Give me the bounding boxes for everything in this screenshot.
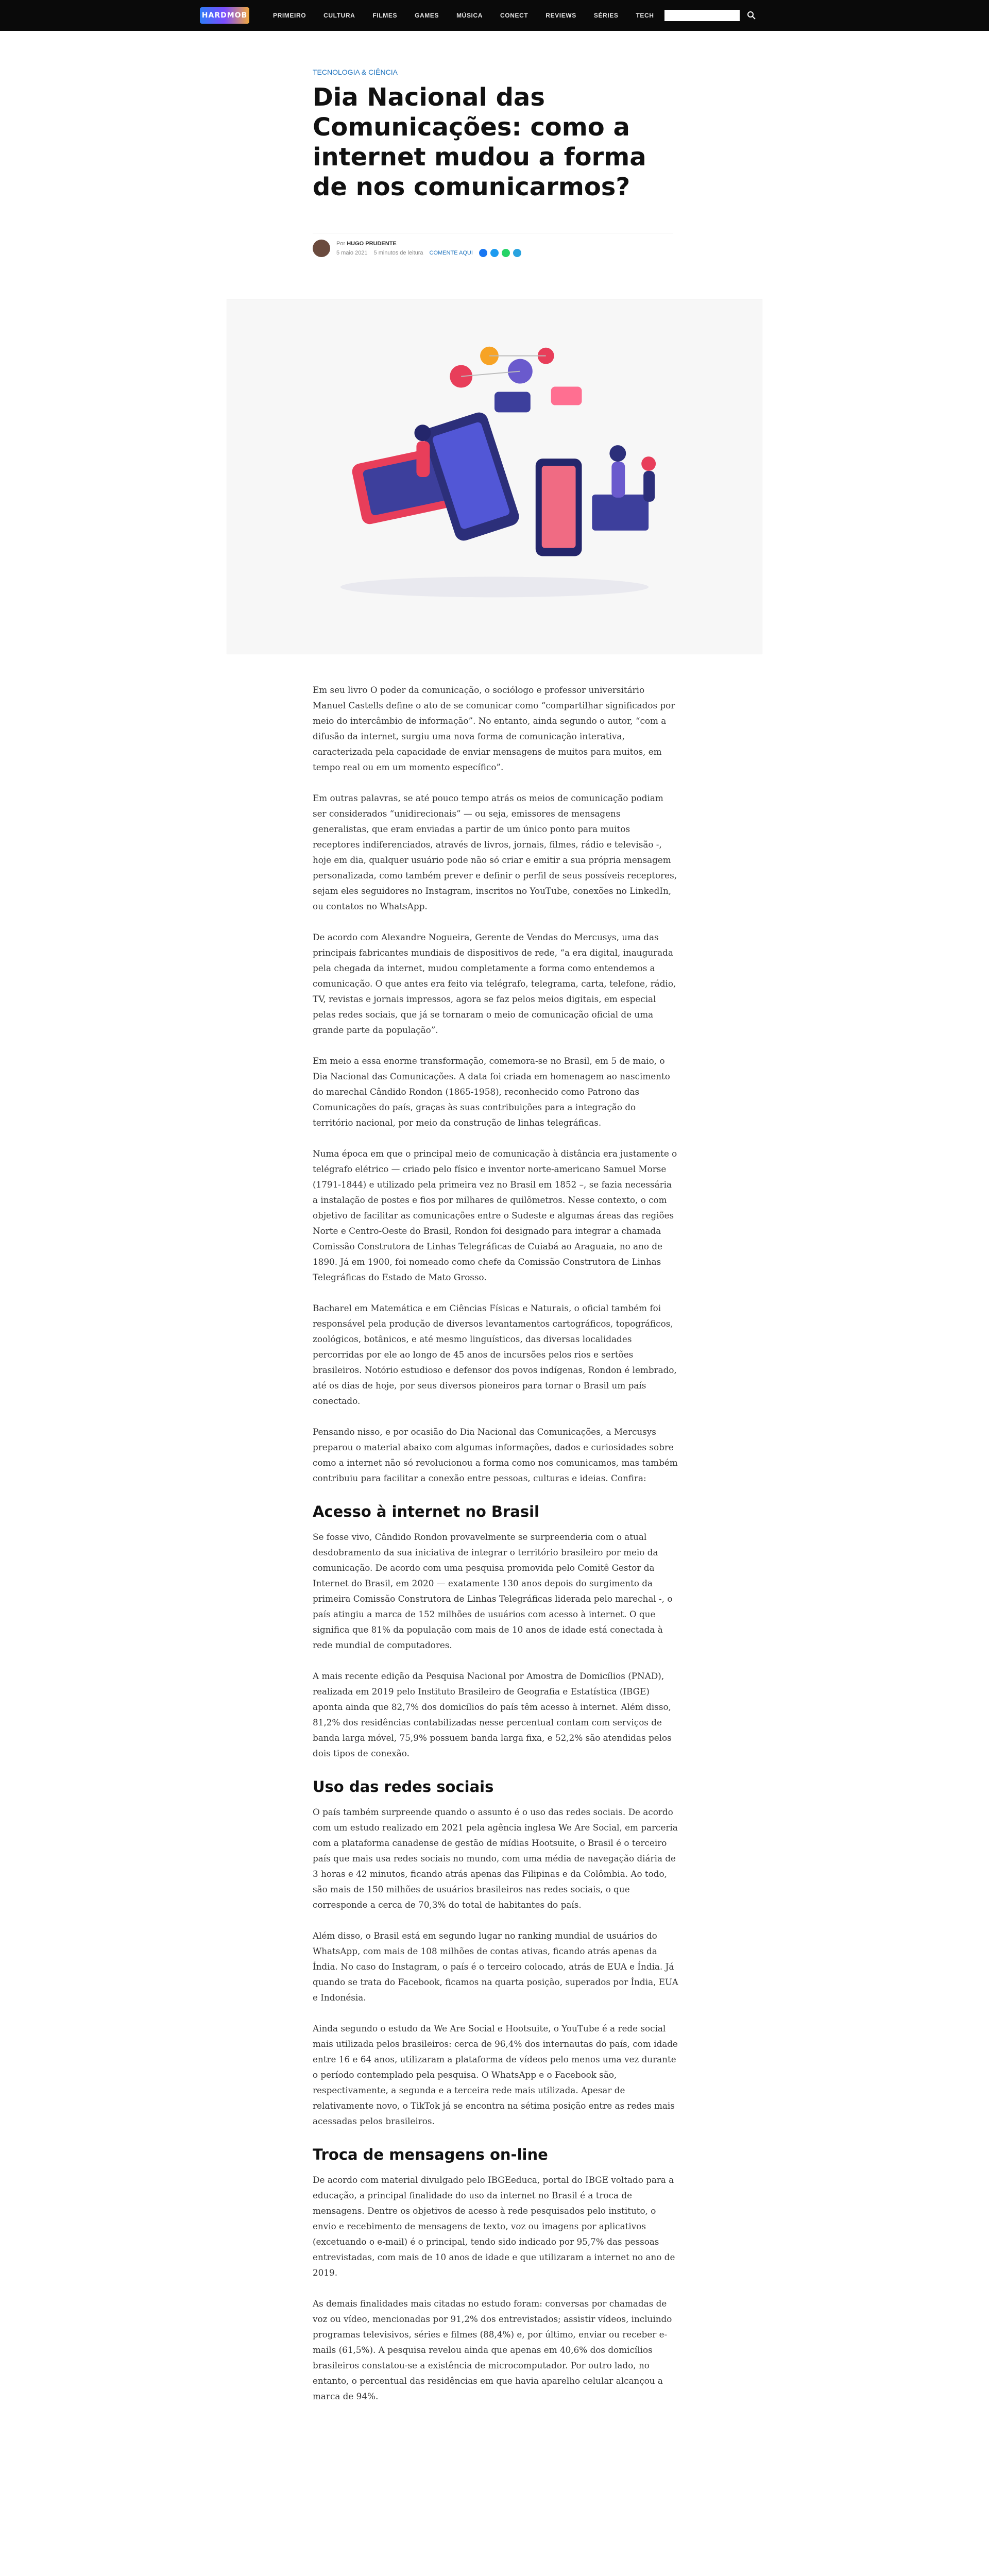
paragraph: Além disso, o Brasil está em segundo lugar no ranking mundial de usuários do WhatsApp, com mais de 108 milhões de contas ativas, ficando atrás apenas da Índia. No caso do Instagram, o país é o terceiro colocado, atrás de EUA e Índia. Já quando se trata do Facebook, ficamos na quarta posição, superados por Índia, EUA e Indonésia. xyxy=(313,1930,678,2003)
communication-illustration-icon xyxy=(227,299,762,654)
twitter-icon[interactable] xyxy=(490,249,499,257)
paragraph: Pensando nisso, e por ocasião do Dia Nacional das Comunicações, a Mercusys preparou o material abaixo com algumas informações, dados e curiosidades sobre como a internet não só revolucionou a forma como nos comunicamos, mas também contribuiu para facilitar a conexão entre pessoas, culturas e ideias. Confira: xyxy=(313,1427,678,1483)
paragraph: Em meio a essa enorme transformação, comemora-se no Brasil, em 5 de maio, o Dia Nacional das Comunicações. A data foi criada em homenagem ao nascimento do marechal Cândido Rondon (1865-1958), reconhecido como Patrono das Comunicações do país, graças às suas contribuições para a integração do território nacional, por meio da construção de linhas telegráficas. xyxy=(313,1056,670,1128)
main-menu xyxy=(273,0,697,31)
paragraph: Ainda segundo o estudo da We Are Social e Hootsuite, o YouTube é a rede social mais utilizada pelos brasileiros: cerca de 96,4% dos internautas do país, com idade entre 16 e 64 anos, utilizaram a plataforma de vídeos pelo menos uma vez durante o período contemplado pela pesquisa. O WhatsApp e o Facebook são, respectivamente, a segunda e a terceira rede mais utilizada. Apesar de relativamente novo, o TikTok já se encontra na sétima posição entre as redes mais acessadas pelos brasileiros. xyxy=(313,2023,678,2126)
paragraph: A mais recente edição da Pesquisa Nacional por Amostra de Domicílios (PNAD), realizada em 2019 pelo Instituto Brasileiro de Geografia e Estatística (IBGE) aponta ainda que 82,7% dos domicílios do país têm acesso à internet. Além disso, 81,2% dos residências contabilizadas nesse percentual contam com serviços de banda larga móvel, 75,9% possuem banda larga fixa, e 52,2% são atendidas pelos dois tipos de conexão. xyxy=(313,1671,672,1758)
nav-item-games[interactable]: GAMES xyxy=(415,12,439,19)
comment-link[interactable]: COMENTE AQUI xyxy=(429,250,473,256)
paragraph: Em seu livro O poder da comunicação, o sociólogo e professor universitário Manuel Castells define o ato de se comunicar como “compartilhar significados por meio do intercâmbio de informação”. No entanto, ainda segundo o autor, “com a difusão da internet, surgiu uma nova forma de comunicação interativa, caracterizada pela capacidade de enviar mensagens de muitos para muitos, em tempo real ou em um momento específico”. xyxy=(313,685,675,772)
top-navigation xyxy=(0,0,989,31)
hero-image xyxy=(227,299,762,654)
nav-item-series[interactable]: SÉRIES xyxy=(593,12,619,19)
nav-item-filmes[interactable]: FILMES xyxy=(372,12,398,19)
nav-item-primeiro[interactable]: PRIMEIRO xyxy=(273,12,306,19)
author-name[interactable]: HUGO PRUDENTE xyxy=(347,241,397,247)
facebook-icon[interactable] xyxy=(479,249,487,257)
paragraph: As demais finalidades mais citadas no estudo foram: conversas por chamadas de voz ou vídeo, mencionadas por 91,2% dos entrevistados; assistir vídeos, incluindo programas televisivos, séries e filmes (88,4%) e, por último, enviar ou receber e-mails (61,5%). A pesquisa revelou ainda que apenas em 40,6% dos domicílios brasileiros constatou-se a existência de microcomputador. Por outro lado, no entanto, o percentual das residências em que havia aparelho celular alcançou a marca de 94%. xyxy=(313,2298,672,2401)
author-avatar[interactable] xyxy=(313,240,330,257)
section-heading: Troca de mensagens on-line xyxy=(313,2146,548,2163)
whatsapp-icon[interactable] xyxy=(502,249,510,257)
section-heading: Acesso à internet no Brasil xyxy=(313,1503,539,1520)
paragraph: Numa época em que o principal meio de comunicação à distância era justamente o telégrafo elétrico — criado pelo físico e inventor norte-americano Samuel Morse (1791-1844) e utilizado pela primeira vez no Brasil em 1852 –, se fazia necessária a instalação de postes e fios por milhares de quilômetros. Nesse contexto, o com objetivo de facilitar as comunicações entre o Sudeste e algumas áreas das regiões Norte e Centro-Oeste do Brasil, Rondon foi designado para integrar a chamada Comissão Construtora de Linhas Telegráficas de Cuiabá ao Araguaia, no ano de 1890. Já em 1900, foi nomeado como chefe da Comissão Construtora de Linhas Telegráficas do Estado de Mato Grosso. xyxy=(313,1148,677,1282)
nav-item-reviews[interactable]: REVIEWS xyxy=(545,12,576,19)
byline xyxy=(313,233,673,261)
paragraph: De acordo com material divulgado pelo IBGEeduca, portal do IBGE voltado para a educação, a principal finalidade do uso da internet no Brasil é a troca de mensagens. Dentre os objetivos de acesso à rede pesquisados pelo instituto, o envio e recebimento de mensagens de texto, voz ou imagens por aplicativos (excetuando o e-mail) é o principal, tendo sido indicado por 95,7% das pessoas entrevistadas, com mais de 10 anos de idade e que utilizaram a internet no ano de 2019. xyxy=(313,2175,675,2278)
publish-date: 5 maio 2021 xyxy=(336,250,368,256)
paragraph: Em outras palavras, se até pouco tempo atrás os meios de comunicação podiam ser considerados “unidirecionais” — ou seja, emissores de mensagens generalistas, que eram enviadas a partir de um único ponto para muitos receptores indiferenciados, através de livros, jornais, filmes, rádio e televisão -, hoje em dia, qualquer usuário pode não só criar e emitir a sua própria mensagem personalizada, como também prever e definir o perfil de seus possíveis receptores, sejam eles seguidores no Instagram, inscritos no YouTube, conexões no LinkedIn, ou contatos no WhatsApp. xyxy=(313,793,677,911)
nav-item-tech[interactable]: TECH xyxy=(636,12,654,19)
nav-item-cultura[interactable]: CULTURA xyxy=(323,12,355,19)
read-time: 5 minutos de leitura xyxy=(373,250,423,256)
site-logo[interactable] xyxy=(200,7,249,24)
by-prefix: Por xyxy=(336,241,346,247)
telegram-icon[interactable] xyxy=(513,249,521,257)
nav-item-conect[interactable]: CONECT xyxy=(500,12,528,19)
paragraph: De acordo com Alexandre Nogueira, Gerente de Vendas do Mercusys, uma das principais fabricantes mundiais de dispositivos de rede, “a era digital, inaugurada pela chegada da internet, mudou completamente a forma como entendemos a comunicação. O que antes era feito via telégrafo, telegrama, carta, telefone, rádio, TV, revistas e jornais impressos, agora se faz pelos meios digitais, em especial pelas redes sociais, que já se tornaram o meio de comunicação oficial de uma grande parte da população”. xyxy=(313,932,676,1035)
search-input[interactable] xyxy=(664,10,740,21)
article-category[interactable]: TECNOLOGIA & CIÊNCIA xyxy=(313,68,398,76)
paragraph: Se fosse vivo, Cândido Rondon provavelmente se surpreenderia com o atual desdobramento da sua iniciativa de integrar o território brasileiro por meio da comunicação. De acordo com uma pesquisa promovida pelo Comitê Gestor da Internet do Brasil, em 2020 — exatamente 130 anos depois do surgimento da primeira Comissão Construtora de Linhas Telegráficas liderada pelo marechal -, o país atingiu a marca de 152 milhões de usuários com acesso à internet. O que significa que 81% da população com mais de 10 anos de idade está conectada à rede mundial de computadores. xyxy=(313,1532,673,1650)
author-line xyxy=(336,241,397,247)
search-icon[interactable] xyxy=(746,10,757,21)
share-buttons xyxy=(479,249,521,257)
article-meta xyxy=(336,249,521,257)
paragraph: O país também surpreende quando o assunto é o uso das redes sociais. De acordo com um estudo realizado em 2021 pela agência inglesa We Are Social, em parceria com a plataforma canadense de gestão de mídias Hootsuite, o Brasil é o terceiro país que mais usa redes sociais no mundo, com uma média de navegação diária de 3 horas e 42 minutos, ficando atrás apenas das Filipinas e da Colômbia. Ao todo, são mais de 150 milhões de usuários brasileiros nas redes sociais, o que corresponde a cerca de 70,3% do total de habitantes do país. xyxy=(313,1807,678,1910)
nav-item-musica[interactable]: MÚSICA xyxy=(456,12,483,19)
section-heading: Uso das redes sociais xyxy=(313,1778,494,1795)
article-body xyxy=(313,682,678,2419)
logo-text: HARDMOB xyxy=(201,11,248,20)
article-title: Dia Nacional das Comunicações: como a internet mudou a forma de nos comunicarmos? xyxy=(313,83,646,201)
paragraph: Bacharel em Matemática e em Ciências Físicas e Naturais, o oficial também foi responsável pela produção de diversos levantamentos cartográficos, topográficos, zoológicos, botânicos, e até mesmo linguísticos, das diversas localidades percorridas por ele ao longo de 45 anos de incursões pelos rios e sertões brasileiros. Notório estudioso e defensor dos povos indígenas, Rondon é lembrado, até os dias de hoje, por seus diversos pioneiros para tornar o Brasil um país conectado. xyxy=(313,1303,677,1406)
